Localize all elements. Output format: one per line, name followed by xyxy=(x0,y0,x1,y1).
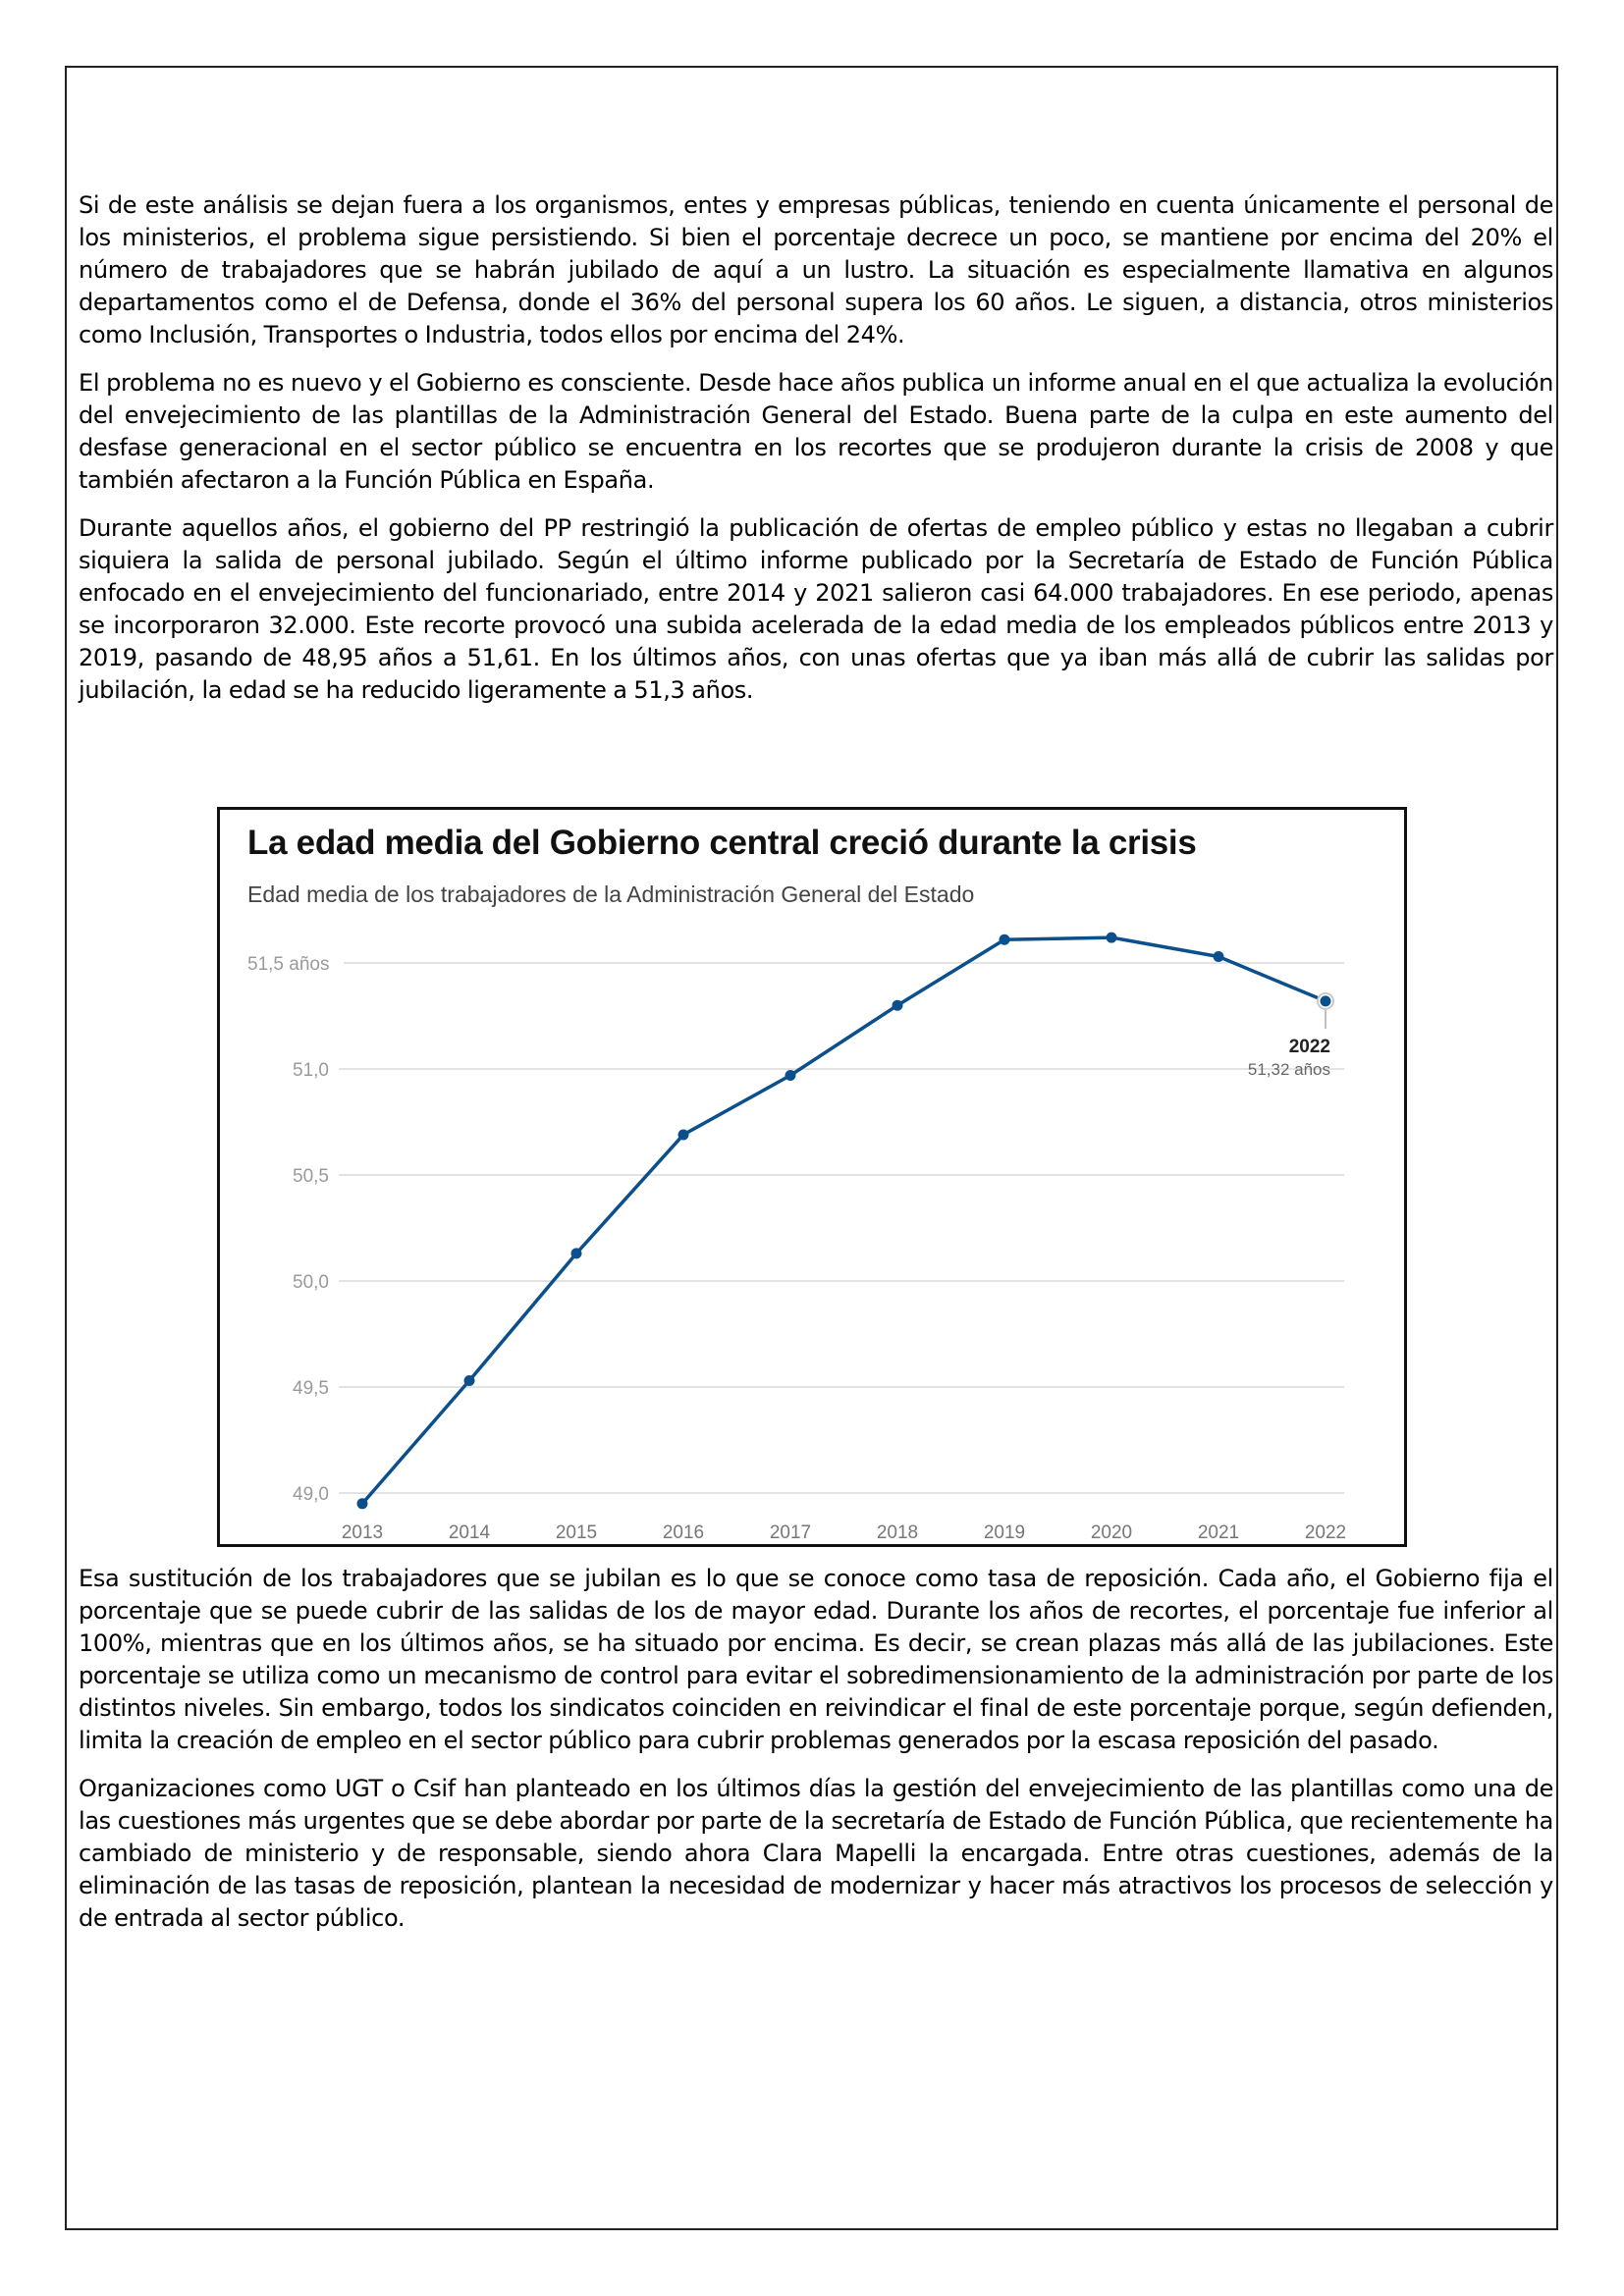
x-tick-label: 2013 xyxy=(341,1522,384,1543)
paragraph: Durante aquellos años, el gobierno del PP restringió la publicación de ofertas de empleo público y estas no llegaban a cubrir siquiera la salida de personal jubilado. Según el último informe publicado por la Secretaría de Estado de Función Pública enfocado en el envejecimiento del funcionariado, entre 2014 y 2021 salieron casi 64.000 trabajadores. En ese periodo, apenas se incorporaron 32.000. Este recorte provocó una subida acelerada de la edad media de los empleados públicos entre 2013 y 2019, pasando de 48,95 años a 51,61. En los últimos años, con unas ofertas que ya iban más allá de cubrir las salidas por jubilación, la edad se ha reducido ligeramente a 51,3 años. xyxy=(79,514,1553,704)
y-tick-label: 49,5 xyxy=(293,1378,329,1399)
x-tick-label: 2018 xyxy=(876,1522,919,1543)
data-point[interactable] xyxy=(785,1070,796,1081)
chart-plot xyxy=(220,810,1404,1544)
annotation-year: 2022 xyxy=(1288,1036,1330,1057)
x-tick-label: 2016 xyxy=(662,1522,705,1543)
paragraph: Si de este análisis se dejan fuera a los organismos, entes y empresas públicas, teniendo en cuenta únicamente el personal de los ministerios, el problema sigue persistiendo. Si bien el porcentaje decrece un poco, se mantiene por encima del 20% el número de trabajadores que se habrán jubilado de aquí a un lustro. La situación es especialmente llamativa en algunos departamentos como el de Defensa, donde el 36% del personal supera los 60 años. Le siguen, a distancia, otros ministerios como Inclusión, Transportes o Industria, todos ellos por encima del 24%. xyxy=(79,191,1553,348)
x-tick-label: 2020 xyxy=(1090,1522,1133,1543)
x-tick-label: 2021 xyxy=(1197,1522,1240,1543)
x-tick-label: 2017 xyxy=(769,1522,812,1543)
data-point[interactable] xyxy=(571,1248,582,1258)
x-tick-label: 2015 xyxy=(555,1522,598,1543)
data-point[interactable] xyxy=(464,1375,475,1386)
paragraph: El problema no es nuevo y el Gobierno es consciente. Desde hace años publica un informe anual en el que actualiza la evolución del envejecimiento de las plantillas de la Administración General del Estado. Buena parte de la culpa en este aumento del desfase generacional en el sector público se encuentra en los recortes que se produjeron durante la crisis de 2008 y que también afectaron a la Función Pública en España. xyxy=(79,369,1553,494)
data-point[interactable] xyxy=(1214,951,1224,962)
chart-title: La edad media del Gobierno central creció durante la crisis xyxy=(247,824,1197,862)
y-tick-label: 50,5 xyxy=(293,1166,329,1187)
line-chart xyxy=(217,807,1407,1547)
x-tick-label: 2022 xyxy=(1304,1522,1347,1543)
y-tick-label: 51,0 xyxy=(293,1060,329,1081)
y-tick-label: 50,0 xyxy=(293,1272,329,1293)
data-point[interactable] xyxy=(893,1000,903,1011)
data-point[interactable] xyxy=(357,1498,368,1509)
annotation-value: 51,32 años xyxy=(1247,1059,1330,1079)
data-line xyxy=(362,937,1326,1504)
chart-subtitle: Edad media de los trabajadores de la Administración General del Estado xyxy=(247,881,975,907)
text-block-top xyxy=(79,189,1553,722)
paragraph: Organizaciones como UGT o Csif han planteado en los últimos días la gestión del envejecimiento de las plantillas como una de las cuestiones más urgentes que se debe abordar por parte de la secretaría de Estado de Función Pública, que recientemente ha cambiado de ministerio y de responsable, siendo ahora Clara Mapelli la encargada. Entre otras cuestiones, además de la eliminación de las tasas de reposición, plantean la necesidad de modernizar y hacer más atractivos los procesos de selección y de entrada al sector público. xyxy=(79,1775,1553,1932)
y-tick-label: 51,5 años xyxy=(247,954,330,975)
data-point[interactable] xyxy=(1000,934,1010,945)
x-tick-label: 2019 xyxy=(983,1522,1026,1543)
paragraph: Esa sustitución de los trabajadores que se jubilan es lo que se conoce como tasa de reposición. Cada año, el Gobierno fija el porcentaje que se puede cubrir de las salidas de los de mayor edad. Durante los años de recortes, el porcentaje fue inferior al 100%, mientras que en los últimos años, se ha situado por encima. Es decir, se crean plazas más allá de las jubilaciones. Este porcentaje se utiliza como un mecanismo de control para evitar el sobredimensionamiento de la administración por parte de los distintos niveles. Sin embargo, todos los sindicatos coinciden en reivindicar el final de este porcentaje porque, según defienden, limita la creación de empleo en el sector público para cubrir problemas generados por la escasa reposición del pasado. xyxy=(79,1565,1553,1754)
data-point[interactable] xyxy=(1321,995,1331,1006)
data-point[interactable] xyxy=(1107,933,1117,943)
y-tick-label: 49,0 xyxy=(293,1484,329,1505)
data-point[interactable] xyxy=(678,1129,689,1140)
x-tick-label: 2014 xyxy=(448,1522,491,1543)
text-block-bottom xyxy=(79,1563,1553,1950)
